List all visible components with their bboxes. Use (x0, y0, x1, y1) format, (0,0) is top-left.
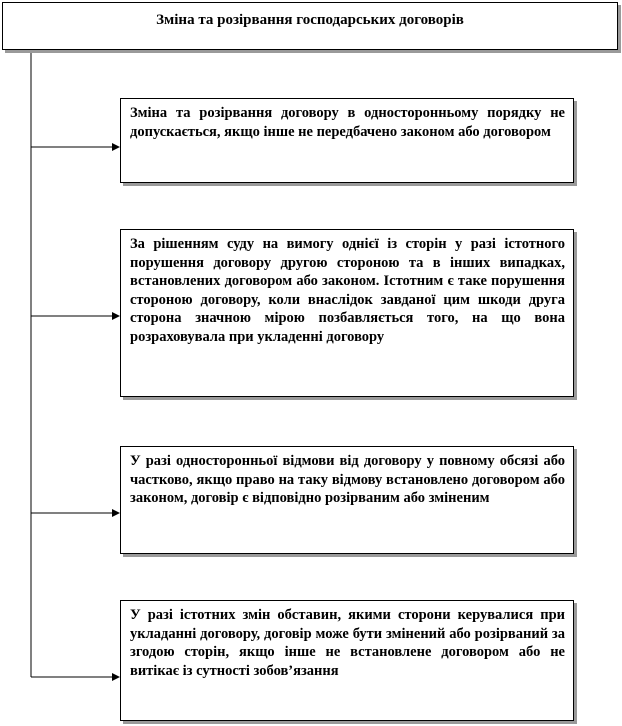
item-box-court-decision (120, 229, 574, 397)
item-text: Зміна та розірвання договору в односторонньому порядку не допускається, якщо інше не передбачено законом або договором (130, 105, 565, 140)
item-text: За рішенням суду на вимогу однієї із сторін у разі істотного порушення договору другою стороною та в інших випадках, встановлених договором або законом. Істотним є таке порушення стороною договору, коли внаслідок завданої цим шкоди друга сторона значною мірою позбавляється того, на що вона розраховувала при укладенні договору (130, 236, 565, 345)
diagram-title: Зміна та розірвання господарських договорів (156, 12, 464, 28)
item-text: У разі істотних змін обставин, якими сторони керувалися при укладанні договору, договір може бути змінений або розірваний за згодою сторін, якщо інше не встановлене договором або не витікає із сутності зобов’язання (130, 607, 565, 679)
item-box-changed-circumstances (120, 600, 574, 721)
item-box-unilateral-prohibited (120, 98, 574, 183)
diagram-title-box (2, 2, 618, 50)
item-box-unilateral-refusal (120, 446, 574, 554)
item-text: У разі односторонньої відмови від договору у повному обсязі або частково, якщо право на таку відмову встановлено договором або законом, договір є відповідно розірваним або зміненим (130, 453, 565, 507)
